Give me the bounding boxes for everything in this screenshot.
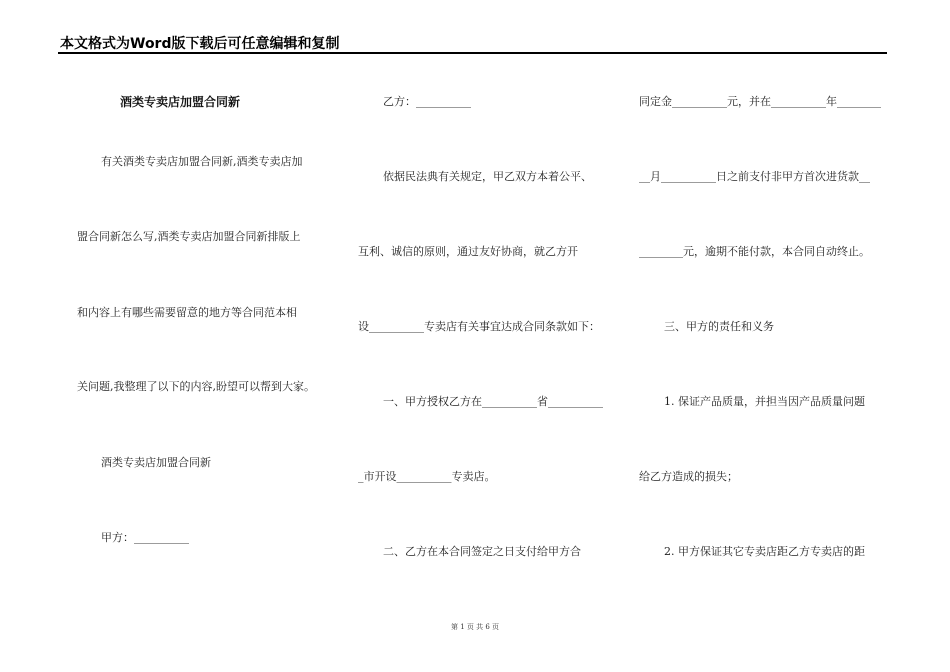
middle-text-line: 乙方：__________ xyxy=(383,95,471,108)
middle-text-line: 设__________专卖店有关事宜达成合同条款如下： xyxy=(358,320,600,333)
left-text-line: 酒类专卖店加盟合同新 xyxy=(101,456,211,469)
right-text-line: __月__________日之前支付非甲方首次进货款__ xyxy=(639,170,870,183)
left-text-line: 关问题,我整理了以下的内容,盼望可以帮到大家。 xyxy=(77,380,315,393)
document-banner: 本文格式为Word版下载后可任意编辑和复制 xyxy=(60,36,340,52)
middle-text-line: 依据民法典有关规定，甲乙双方本着公平、 xyxy=(383,170,592,183)
section-heading: 三、甲方的责任和义务 xyxy=(664,320,774,333)
header-rule xyxy=(58,52,887,54)
right-text-line: 1. 保证产品质量，并担当因产品质量问题 xyxy=(664,395,865,408)
middle-text-line: 二、乙方在本合同签定之日支付给甲方合 xyxy=(383,545,581,558)
page-number: 第 1 页 共 6 页 xyxy=(450,623,500,631)
document-title: 酒类专卖店加盟合同新 xyxy=(120,95,241,109)
right-text-line: 给乙方造成的损失； xyxy=(639,470,738,483)
middle-text-line: 互利、诚信的原则，通过友好协商，就乙方开 xyxy=(358,245,578,258)
right-text-line: ________元，逾期不能付款，本合同自动终止。 xyxy=(639,245,870,258)
left-text-line: 盟合同新怎么写,酒类专卖店加盟合同新排版上 xyxy=(77,230,301,243)
right-text-line: 同定金__________元，并在__________年________ xyxy=(639,95,881,108)
left-text-line: 甲方：__________ xyxy=(101,531,189,544)
left-text-line: 有关酒类专卖店加盟合同新,酒类专卖店加 xyxy=(101,155,303,168)
left-text-line: 和内容上有哪些需要留意的地方等合同范本相 xyxy=(77,306,297,319)
middle-text-line: _市开设__________专卖店。 xyxy=(358,470,496,483)
right-text-line: 2. 甲方保证其它专卖店距乙方专卖店的距 xyxy=(664,545,865,558)
middle-text-line: 一、甲方授权乙方在__________省__________ xyxy=(383,395,603,408)
